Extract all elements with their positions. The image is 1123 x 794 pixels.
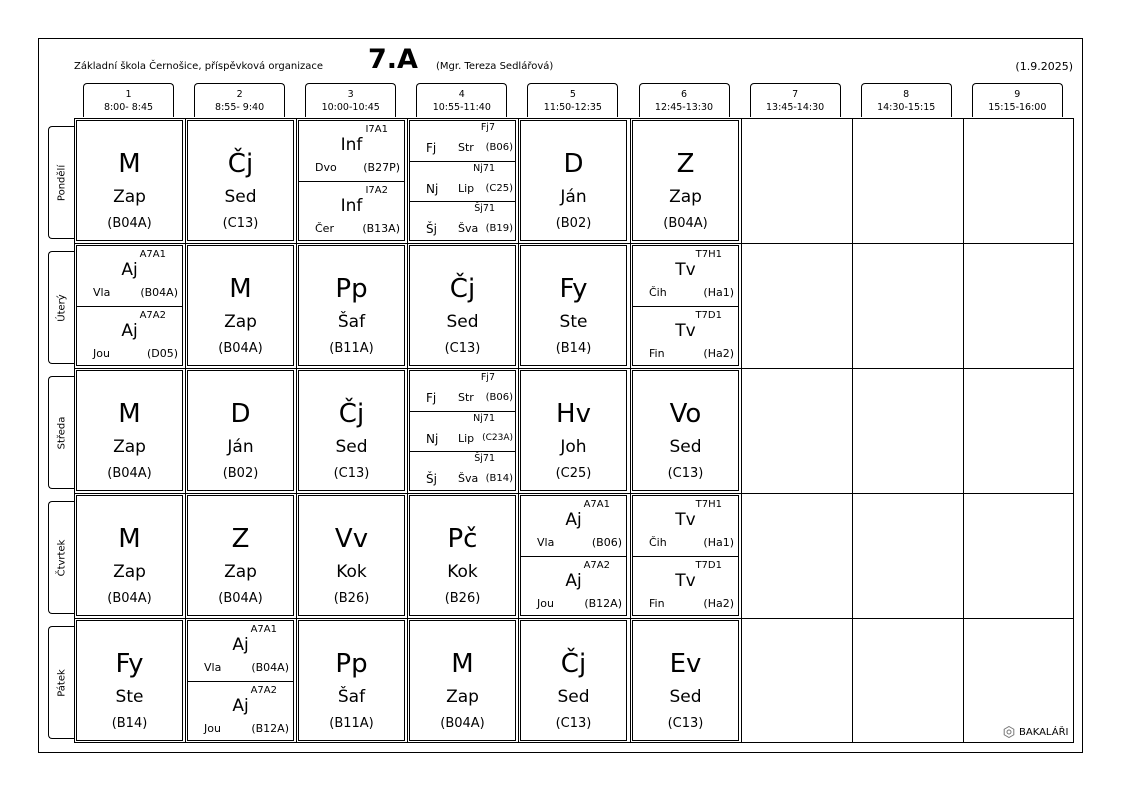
day-label-fri	[48, 626, 74, 739]
group-room: (Ha1)	[703, 536, 734, 549]
lesson-room: (B26)	[444, 591, 481, 606]
period-time: 13:45-14:30	[766, 102, 825, 113]
group-subject: Aj	[232, 635, 249, 655]
group-room: (B06)	[485, 142, 513, 153]
lesson-group	[521, 556, 626, 616]
lesson-teacher: Šaf	[337, 312, 366, 332]
group-code: T7D1	[695, 310, 722, 321]
period-number: 1	[125, 89, 132, 100]
lesson-group	[299, 181, 404, 241]
group-room: (B12A)	[584, 597, 622, 610]
group-subject: Aj	[565, 571, 582, 591]
group-subject: Nj	[426, 432, 439, 446]
lesson-group	[77, 306, 182, 366]
grid-column-divider	[741, 118, 742, 743]
group-teacher: Jou	[204, 722, 221, 735]
group-subject: Aj	[121, 260, 138, 280]
lesson-group	[188, 681, 293, 741]
group-teacher: Jou	[537, 597, 554, 610]
lesson-group	[410, 121, 515, 161]
period-header-8	[861, 83, 952, 117]
lesson-cell-mon_2[interactable]	[187, 120, 294, 241]
group-code: A7A1	[139, 249, 166, 260]
period-number: 3	[347, 89, 354, 100]
lesson-cell-thu_3[interactable]	[298, 495, 405, 616]
group-room: (B04A)	[140, 286, 178, 299]
period-time: 14:30-15:15	[877, 102, 936, 113]
lesson-cell-mon_3[interactable]	[298, 120, 405, 241]
period-header-7	[750, 83, 841, 117]
lesson-group	[188, 621, 293, 681]
lesson-cell-tue_6[interactable]	[632, 245, 739, 366]
lesson-group	[633, 306, 738, 366]
lesson-subject: Ev	[669, 649, 702, 679]
lesson-subject: Čj	[227, 149, 254, 179]
lesson-subject: Z	[676, 149, 695, 179]
day-label-tue	[48, 251, 74, 364]
lesson-subject: Pp	[335, 274, 368, 304]
group-subject: Šj	[426, 222, 437, 236]
school-name: Základní škola Černošice, příspěvková organizace	[74, 61, 324, 72]
grid-column-divider	[963, 118, 964, 743]
lesson-cell-tue_2[interactable]	[187, 245, 294, 366]
lesson-subject: Pč	[447, 524, 478, 554]
group-code: A7A2	[139, 310, 166, 321]
period-number: 6	[680, 89, 688, 100]
lesson-cell-thu_2[interactable]	[187, 495, 294, 616]
lesson-group	[633, 246, 738, 306]
lesson-teacher: Sed	[669, 437, 702, 457]
lesson-cell-tue_4[interactable]	[409, 245, 516, 366]
lesson-room: (B11A)	[329, 341, 374, 356]
grid-column-divider	[630, 118, 631, 743]
lesson-teacher: Sed	[224, 187, 257, 207]
lesson-room: (B26)	[333, 591, 370, 606]
lesson-teacher: Joh	[560, 437, 587, 457]
group-room: (Ha2)	[703, 347, 734, 360]
lesson-room: (C13)	[333, 466, 370, 481]
group-teacher: Str	[458, 141, 474, 154]
group-teacher: Fin	[649, 597, 665, 610]
period-number: 8	[903, 89, 910, 100]
group-code: Fj7	[480, 122, 495, 133]
group-code: Fj7	[480, 372, 495, 383]
lesson-cell-wed_4[interactable]	[409, 370, 516, 491]
period-time: 11:50-12:35	[543, 102, 602, 113]
period-time: 15:15-16:00	[988, 102, 1047, 113]
schedule-date: (1.9.2025)	[1015, 60, 1073, 73]
lesson-cell-mon_1[interactable]	[76, 120, 183, 241]
day-label-mon	[48, 126, 74, 239]
lesson-teacher: Sed	[557, 687, 590, 707]
group-teacher: Dvo	[315, 161, 337, 174]
day-name: Středa	[56, 416, 67, 449]
lesson-cell-wed_3[interactable]	[298, 370, 405, 491]
group-subject: Fj	[426, 391, 437, 405]
period-time: 10:55-11:40	[432, 102, 491, 113]
group-code: A7A1	[583, 499, 610, 510]
group-room: (B27P)	[363, 161, 400, 174]
lesson-teacher: Ste	[115, 687, 144, 707]
grid-row-divider	[74, 368, 1074, 369]
lesson-room: (B04A)	[218, 591, 263, 606]
group-subject: Fj	[426, 141, 437, 155]
period-number: 7	[792, 89, 799, 100]
bakalari-logo	[1003, 726, 1068, 738]
grid-row-divider	[74, 618, 1074, 619]
lesson-room: (B04A)	[440, 716, 485, 731]
group-code: I7A2	[365, 185, 388, 196]
group-code: T7D1	[695, 560, 722, 571]
lesson-subject: Čj	[449, 274, 476, 304]
bakalari-logo-icon	[1003, 726, 1015, 738]
lesson-cell-tue_3[interactable]	[298, 245, 405, 366]
lesson-group	[410, 371, 515, 411]
group-room: (B04A)	[251, 661, 289, 674]
period-time: 8:00- 8:45	[103, 102, 154, 113]
day-name: Čtvrtek	[56, 539, 67, 576]
lesson-group	[299, 121, 404, 181]
lesson-room: (C13)	[667, 466, 704, 481]
group-subject: Aj	[565, 510, 582, 530]
lesson-group	[410, 161, 515, 202]
period-time: 8:55- 9:40	[215, 102, 265, 113]
lesson-cell-wed_5[interactable]	[520, 370, 627, 491]
bakalari-logo-text: BAKALÁŘI	[1019, 726, 1069, 738]
lesson-cell-tue_1[interactable]	[76, 245, 183, 366]
day-name: Úterý	[56, 293, 67, 322]
lesson-cell-fri_6[interactable]	[632, 620, 739, 741]
group-room: (B12A)	[251, 722, 289, 735]
lesson-group	[410, 451, 515, 491]
lesson-subject: M	[118, 399, 141, 429]
lesson-room: (B14)	[111, 716, 148, 731]
lesson-subject: Fy	[559, 274, 588, 304]
lesson-subject: Vv	[334, 524, 369, 554]
day-name: Pondělí	[56, 164, 67, 201]
lesson-subject: Čj	[560, 649, 587, 679]
lesson-cell-mon_6[interactable]	[632, 120, 739, 241]
period-time: 10:00-10:45	[321, 102, 380, 113]
group-room: (B19)	[485, 223, 513, 234]
lesson-cell-fri_4[interactable]	[409, 620, 516, 741]
group-code: Nj71	[473, 413, 495, 424]
period-number: 2	[236, 89, 243, 100]
lesson-room: (C13)	[555, 716, 592, 731]
lesson-room: (B04A)	[663, 216, 708, 231]
lesson-cell-thu_6[interactable]	[632, 495, 739, 616]
lesson-group	[633, 556, 738, 616]
lesson-subject: Hv	[556, 399, 591, 429]
lesson-room: (B02)	[222, 466, 259, 481]
lesson-cell-wed_6[interactable]	[632, 370, 739, 491]
group-room: (B13A)	[362, 222, 400, 235]
lesson-teacher: Kok	[447, 562, 478, 582]
group-room: (Ha1)	[703, 286, 734, 299]
period-number: 9	[1014, 89, 1021, 100]
group-room: (B06)	[485, 392, 513, 403]
lesson-room: (B14)	[555, 341, 592, 356]
lesson-subject: Čj	[338, 399, 365, 429]
lesson-teacher: Sed	[669, 687, 702, 707]
period-header-1	[83, 83, 174, 117]
period-time: 12:45-13:30	[654, 102, 714, 113]
group-teacher: Šva	[458, 472, 479, 485]
group-subject: Inf	[340, 196, 363, 216]
lesson-teacher: Kok	[336, 562, 367, 582]
group-room: (B06)	[591, 536, 622, 549]
lesson-subject: M	[118, 524, 141, 554]
class-title: 7.A	[368, 44, 418, 75]
group-teacher: Lip	[458, 432, 475, 445]
lesson-room: (C25)	[555, 466, 592, 481]
lesson-group	[633, 496, 738, 556]
lesson-teacher: Šaf	[337, 687, 366, 707]
lesson-group	[410, 201, 515, 241]
grid-row-divider	[74, 493, 1074, 494]
lesson-teacher: Zap	[669, 187, 702, 207]
lesson-cell-mon_5[interactable]	[520, 120, 627, 241]
group-code: T7H1	[695, 249, 722, 260]
group-code: T7H1	[695, 499, 722, 510]
lesson-subject: Vo	[669, 399, 702, 429]
lesson-group	[77, 246, 182, 306]
group-subject: Tv	[675, 510, 696, 530]
group-room: (D05)	[146, 347, 178, 360]
class-teacher: (Mgr. Tereza Sedlářová)	[436, 61, 554, 72]
group-teacher: Vla	[93, 286, 111, 299]
group-teacher: Lip	[458, 182, 475, 195]
group-room: (B14)	[485, 473, 513, 484]
group-teacher: Jou	[93, 347, 110, 360]
group-subject: Tv	[675, 321, 696, 341]
lesson-teacher: Zap	[224, 312, 257, 332]
grid-column-divider	[296, 118, 297, 743]
period-header-6	[639, 83, 730, 117]
period-header-2	[194, 83, 285, 117]
lesson-teacher: Zap	[224, 562, 257, 582]
group-subject: Šj	[426, 472, 437, 486]
lesson-teacher: Ján	[560, 187, 587, 207]
lesson-teacher: Sed	[335, 437, 368, 457]
group-teacher: Vla	[204, 661, 222, 674]
lesson-room: (B04A)	[107, 591, 152, 606]
lesson-teacher: Sed	[446, 312, 479, 332]
group-teacher: Čih	[649, 536, 667, 549]
group-code: Šj71	[474, 203, 495, 214]
lesson-teacher: Zap	[113, 187, 146, 207]
lesson-cell-fri_1[interactable]	[76, 620, 183, 741]
group-code: Nj71	[473, 163, 495, 174]
lesson-cell-fri_3[interactable]	[298, 620, 405, 741]
period-header-4	[416, 83, 507, 117]
group-teacher: Fin	[649, 347, 665, 360]
lesson-subject: D	[230, 399, 251, 429]
group-room: (C23A)	[482, 433, 513, 443]
grid-row-divider	[74, 243, 1074, 244]
lesson-subject: D	[563, 149, 584, 179]
group-teacher: Čih	[649, 286, 667, 299]
lesson-cell-thu_5[interactable]	[520, 495, 627, 616]
lesson-cell-wed_2[interactable]	[187, 370, 294, 491]
lesson-cell-wed_1[interactable]	[76, 370, 183, 491]
lesson-subject: M	[229, 274, 252, 304]
lesson-subject: M	[118, 149, 141, 179]
period-number: 5	[569, 89, 576, 100]
lesson-room: (B04A)	[107, 466, 152, 481]
lesson-subject: M	[451, 649, 474, 679]
lesson-cell-mon_4[interactable]	[409, 120, 516, 241]
group-code: A7A2	[583, 560, 610, 571]
group-code: Šj71	[474, 453, 495, 464]
group-code: A7A1	[250, 624, 277, 635]
lesson-group	[410, 411, 515, 452]
lesson-cell-fri_2[interactable]	[187, 620, 294, 741]
lesson-teacher: Ján	[227, 437, 254, 457]
group-subject: Aj	[121, 321, 138, 341]
day-label-wed	[48, 376, 74, 489]
group-teacher: Str	[458, 391, 474, 404]
lesson-cell-thu_1[interactable]	[76, 495, 183, 616]
lesson-teacher: Zap	[113, 437, 146, 457]
period-header-3	[305, 83, 396, 117]
group-code: I7A1	[365, 124, 388, 135]
group-subject: Tv	[675, 571, 696, 591]
period-header-5	[527, 83, 618, 117]
group-teacher: Čer	[315, 222, 334, 235]
grid-column-divider	[185, 118, 186, 743]
lesson-teacher: Ste	[559, 312, 588, 332]
lesson-teacher: Zap	[113, 562, 146, 582]
group-subject: Aj	[232, 696, 249, 716]
lesson-group	[521, 496, 626, 556]
group-code: A7A2	[250, 685, 277, 696]
lesson-subject: Z	[231, 524, 250, 554]
period-header-9	[972, 83, 1063, 117]
group-subject: Tv	[675, 260, 696, 280]
group-subject: Nj	[426, 182, 439, 196]
lesson-room: (B11A)	[329, 716, 374, 731]
lesson-room: (C13)	[444, 341, 481, 356]
period-number: 4	[458, 89, 465, 100]
lesson-cell-tue_5[interactable]	[520, 245, 627, 366]
group-subject: Inf	[340, 135, 363, 155]
grid-column-divider	[407, 118, 408, 743]
grid-column-divider	[518, 118, 519, 743]
lesson-room: (C13)	[222, 216, 259, 231]
lesson-room: (C13)	[667, 716, 704, 731]
group-teacher: Vla	[537, 536, 555, 549]
grid-column-divider	[852, 118, 853, 743]
group-room: (Ha2)	[703, 597, 734, 610]
lesson-room: (B02)	[555, 216, 592, 231]
day-name: Pátek	[56, 668, 67, 697]
group-room: (C25)	[485, 183, 513, 194]
lesson-cell-fri_5[interactable]	[520, 620, 627, 741]
lesson-room: (B04A)	[107, 216, 152, 231]
lesson-teacher: Zap	[446, 687, 479, 707]
lesson-room: (B04A)	[218, 341, 263, 356]
lesson-subject: Fy	[115, 649, 144, 679]
day-label-thu	[48, 501, 74, 614]
lesson-subject: Pp	[335, 649, 368, 679]
lesson-cell-thu_4[interactable]	[409, 495, 516, 616]
group-teacher: Šva	[458, 222, 479, 235]
